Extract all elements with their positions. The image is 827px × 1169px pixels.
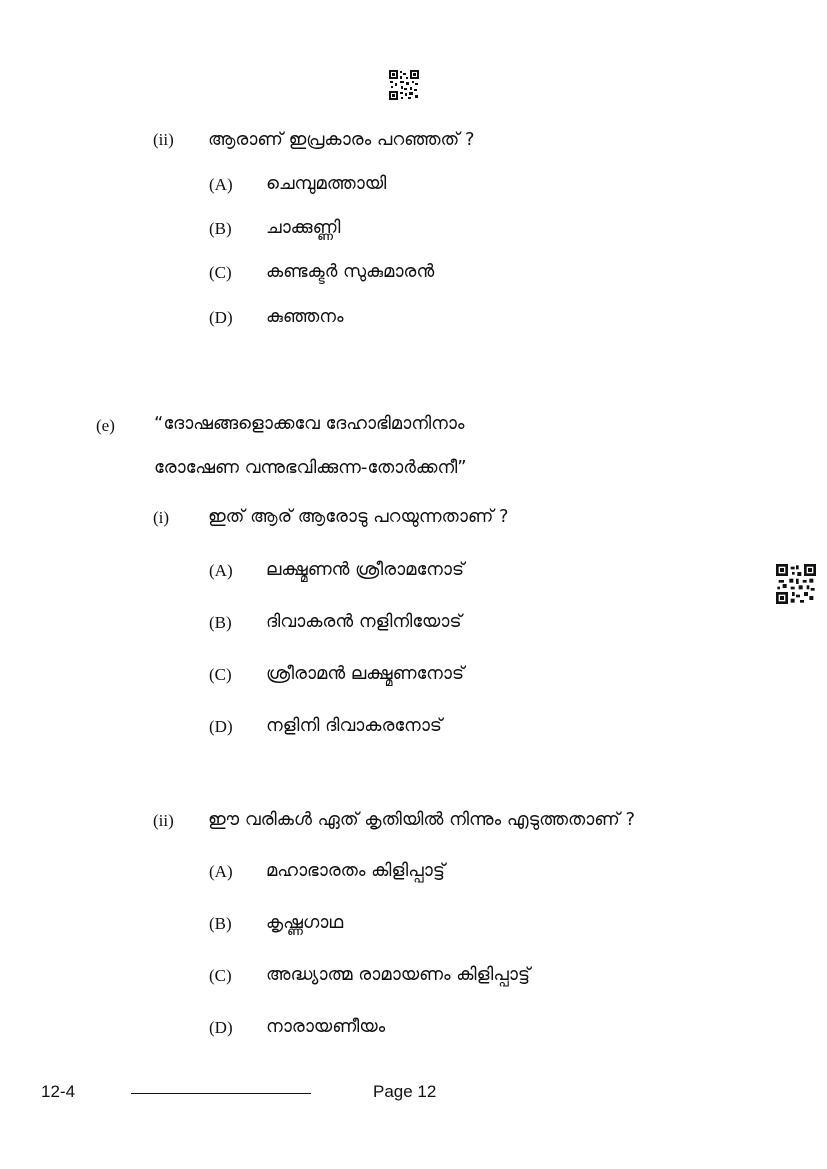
option-letter: (C) (209, 263, 232, 282)
sub-question-label: (i) (153, 508, 170, 527)
option-text: കൃഷ്ണഗാഥ (266, 912, 344, 933)
quote-line-2: രോഷേണ വന്നുഭവിക്കുന്ന-തോർക്കനീ” (154, 457, 467, 478)
question-text: ആരാണ് ഇപ്രകാരം പറഞ്ഞത് ? (208, 129, 475, 150)
option-letter: (D) (209, 1018, 233, 1037)
option-letter: (A) (209, 561, 233, 580)
qr-code-top-icon (389, 70, 419, 100)
option-text: മഹാഭാരതം കിളിപ്പാട്ട് (266, 860, 445, 881)
option-text: നാരായണീയം (266, 1016, 386, 1037)
option-letter: (A) (209, 862, 233, 881)
option-text: ശ്രീരാമൻ ലക്ഷ്മണനോട് (266, 663, 465, 684)
option-letter: (A) (209, 175, 233, 194)
option-letter: (D) (209, 717, 233, 736)
option-letter: (C) (209, 665, 232, 684)
part-label: (e) (96, 416, 115, 435)
option-text: കുഞ്ഞനം (266, 306, 344, 327)
option-letter: (D) (209, 308, 233, 327)
option-text: ചെമ്പുമത്തായി (266, 173, 387, 194)
option-letter: (B) (209, 613, 232, 632)
option-letter: (C) (209, 966, 232, 985)
qr-code-side-icon (776, 564, 816, 604)
option-text: ദിവാകരൻ നളിനിയോട് (266, 611, 462, 632)
quote-line-1: “ദോഷങ്ങളൊക്കവേ ദേഹാഭിമാനിനാം (154, 413, 465, 434)
sub-question-label: (ii) (153, 811, 174, 830)
question-label: (ii) (153, 130, 174, 149)
option-text: ലക്ഷ്മണൻ ശ്രീരാമനോട് (266, 559, 465, 580)
option-letter: (B) (209, 914, 232, 933)
paper-code: 12-4 (41, 1082, 76, 1101)
option-text: കണ്ടക്ടർ സുകുമാരൻ (266, 261, 435, 282)
option-text: നളിനി ദിവാകരനോട് (266, 715, 443, 736)
sub-question-text: ഇത് ആര് ആരോടു പറയുന്നതാണ് ? (208, 506, 509, 527)
footer-divider (131, 1093, 311, 1094)
option-text: അദ്ധ്യാത്മ രാമായണം കിളിപ്പാട്ട് (266, 964, 530, 985)
option-letter: (B) (209, 219, 232, 238)
sub-question-text: ഈ വരികൾ ഏത് കൃതിയിൽ നിന്നും എടുത്തതാണ് ? (208, 809, 636, 830)
option-text: ചാക്കുണ്ണി (266, 217, 341, 238)
page-number: Page 12 (373, 1082, 437, 1101)
